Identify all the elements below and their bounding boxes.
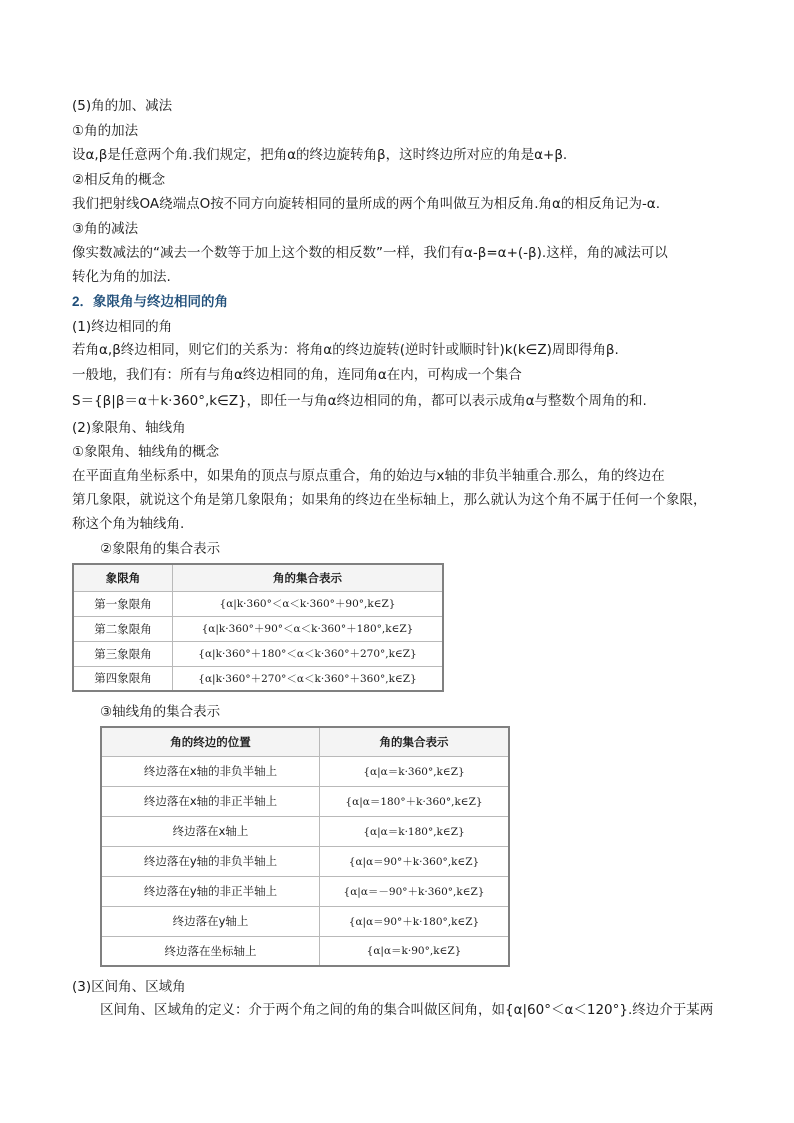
table-row bbox=[101, 906, 509, 936]
axis-angle-table bbox=[100, 726, 510, 967]
coterminal-title: (1)终边相同的角 bbox=[72, 319, 173, 335]
subtraction-text-line1: 像实数减法的“减去一个数等于加上这个数的相反数”一样，我们有α-β=α+(-β).这样，角的减法可以 bbox=[72, 245, 668, 261]
opposite-angle-subtitle: ②相反角的概念 bbox=[72, 172, 166, 188]
coterminal-text1: 若角α,β终边相同，则它们的关系为：将角α的终边旋转(逆时针或顺时针)k(k∈Z)周即得角β. bbox=[72, 342, 619, 358]
quadrant-angle-table bbox=[72, 563, 444, 692]
quadrant-title: (2)象限角、轴线角 bbox=[72, 420, 186, 436]
table-cell-label: 终边落在y轴的非正半轴上 bbox=[101, 876, 320, 906]
table-row bbox=[101, 756, 509, 786]
section2-heading: 2．象限角与终边相同的角 bbox=[72, 294, 229, 309]
subtraction-text-line2: 转化为角的加法. bbox=[72, 269, 171, 285]
table-row bbox=[101, 816, 509, 846]
table-cell-label: 终边落在y轴的非负半轴上 bbox=[101, 846, 320, 876]
quadrant-text2: 第几象限，就说这个角是第几象限角；如果角的终边在坐标轴上，那么就认为这个角不属于任何一个象限， bbox=[72, 492, 707, 508]
table-cell-label: 第二象限角 bbox=[73, 616, 173, 641]
table-cell-label: 第四象限角 bbox=[73, 666, 173, 691]
table-cell-formula: {α|k·360°＋90°＜α＜k·360°＋180°,k∈Z} bbox=[173, 616, 444, 641]
table-row bbox=[101, 876, 509, 906]
subtraction-subtitle: ③角的减法 bbox=[72, 221, 139, 237]
quadrant-text3: 称这个角为轴线角. bbox=[72, 516, 185, 532]
addition-text: 设α,β是任意两个角.我们规定，把角α的终边旋转角β，这时终边所对应的角是α+β. bbox=[72, 147, 568, 163]
table-cell-formula: {α|α＝－90°＋k·360°,k∈Z} bbox=[320, 876, 510, 906]
coterminal-text3: S＝{β|β＝α＋k·360°,k∈Z}，即任一与角α终边相同的角，都可以表示成角α与整数个周角的和. bbox=[72, 393, 647, 409]
table-cell-formula: {α|k·360°＜α＜k·360°＋90°,k∈Z} bbox=[173, 591, 444, 616]
table-row bbox=[101, 846, 509, 876]
table-row bbox=[101, 936, 509, 966]
table-row bbox=[73, 666, 443, 691]
section3-text1: 区间角、区域角的定义：介于两个角之间的角的集合叫做区间角，如{α|60°＜α＜120°}.终边介于某两 bbox=[100, 1002, 714, 1018]
table-cell-label: 终边落在坐标轴上 bbox=[101, 936, 320, 966]
section5-title: (5)角的加、减法 bbox=[72, 98, 173, 114]
table-row bbox=[73, 641, 443, 666]
coterminal-text2: 一般地，我们有：所有与角α终边相同的角，连同角α在内，可构成一个集合 bbox=[72, 367, 522, 383]
opposite-angle-text: 我们把射线OA绕端点O按不同方向旋转相同的量所成的两个角叫做互为相反角.角α的相反角记为-α. bbox=[72, 196, 661, 212]
table-cell-formula: {α|α＝k·360°,k∈Z} bbox=[320, 756, 510, 786]
quadrant-text1: 在平面直角坐标系中，如果角的顶点与原点重合，角的始边与x轴的非负半轴重合.那么，角的终边在 bbox=[72, 468, 665, 484]
table-cell-formula: {α|k·360°＋270°＜α＜k·360°＋360°,k∈Z} bbox=[173, 666, 444, 691]
table-cell-label: 终边落在x轴的非负半轴上 bbox=[101, 756, 320, 786]
table-cell-formula: {α|α＝k·90°,k∈Z} bbox=[320, 936, 510, 966]
section3-title: (3)区间角、区域角 bbox=[72, 979, 186, 995]
table-row bbox=[73, 591, 443, 616]
addition-subtitle: ①角的加法 bbox=[72, 123, 139, 139]
table-cell-formula: {α|k·360°＋180°＜α＜k·360°＋270°,k∈Z} bbox=[173, 641, 444, 666]
table-header: 角的集合表示 bbox=[173, 564, 444, 591]
table-cell-label: 终边落在x轴上 bbox=[101, 816, 320, 846]
table-header: 角的终边的位置 bbox=[101, 727, 320, 756]
quadrant-subtitle: ①象限角、轴线角的概念 bbox=[72, 444, 220, 460]
quadrant-table-caption: ②象限角的集合表示 bbox=[100, 541, 221, 557]
table-cell-label: 第三象限角 bbox=[73, 641, 173, 666]
table-header: 象限角 bbox=[73, 564, 173, 591]
table-row bbox=[73, 616, 443, 641]
table-cell-formula: {α|α＝k·180°,k∈Z} bbox=[320, 816, 510, 846]
table-cell-formula: {α|α＝180°＋k·360°,k∈Z} bbox=[320, 786, 510, 816]
table-cell-formula: {α|α＝90°＋k·360°,k∈Z} bbox=[320, 846, 510, 876]
table-row bbox=[101, 786, 509, 816]
table-cell-label: 第一象限角 bbox=[73, 591, 173, 616]
axis-table-caption: ③轴线角的集合表示 bbox=[100, 704, 221, 720]
table-cell-formula: {α|α＝90°＋k·180°,k∈Z} bbox=[320, 906, 510, 936]
table-header: 角的集合表示 bbox=[320, 727, 510, 756]
table-cell-label: 终边落在x轴的非正半轴上 bbox=[101, 786, 320, 816]
table-cell-label: 终边落在y轴上 bbox=[101, 906, 320, 936]
